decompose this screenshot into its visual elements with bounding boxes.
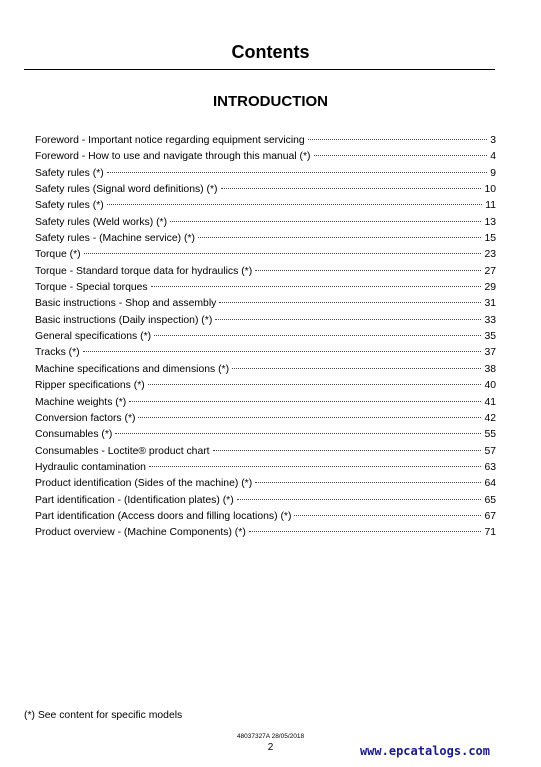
toc-entry-label: Consumables - Loctite® product chart <box>35 445 210 457</box>
toc-entry[interactable] <box>35 525 496 541</box>
toc-entry[interactable] <box>35 460 496 476</box>
toc-entry-page: 65 <box>484 494 496 506</box>
toc-entry[interactable] <box>35 280 496 296</box>
toc-entry-label: Foreword - Important notice regarding equipment servicing <box>35 135 305 146</box>
toc-entry-page: 63 <box>484 461 496 473</box>
toc-leader-dots <box>213 450 482 451</box>
toc-entry-page: 13 <box>484 216 496 228</box>
toc-entry[interactable] <box>35 345 496 361</box>
toc-leader-dots <box>308 139 488 140</box>
toc-entry[interactable] <box>35 166 496 182</box>
toc-entry-label: Safety rules (Weld works) (*) <box>35 216 168 228</box>
toc-entry-page: 4 <box>490 151 496 163</box>
toc-entry-label: Product overview - (Machine Components) (*) <box>35 527 246 539</box>
toc-entry-page: 67 <box>484 510 496 522</box>
toc-entry[interactable] <box>35 215 496 231</box>
toc-entry[interactable] <box>35 264 496 280</box>
toc-entry[interactable] <box>35 149 496 165</box>
toc-entry[interactable] <box>35 427 496 443</box>
toc-entry-label: Part identification - (Identification plates) (*) <box>35 494 234 506</box>
toc-entry-page: 55 <box>484 429 496 441</box>
toc-entry-page: 38 <box>484 363 496 375</box>
toc-leader-dots <box>170 221 481 222</box>
toc-leader-dots <box>84 253 482 254</box>
toc-entry-page: 40 <box>484 380 496 392</box>
toc-entry[interactable] <box>35 444 496 460</box>
toc-entry-label: Safety rules (*) <box>35 167 104 179</box>
toc-leader-dots <box>149 466 482 467</box>
toc-entry-label: Tracks (*) <box>35 347 80 359</box>
toc-leader-dots <box>255 270 481 271</box>
toc-entry-label: Machine weights (*) <box>35 396 127 408</box>
page-number: 2 <box>267 742 274 753</box>
toc-leader-dots <box>237 499 482 500</box>
toc-leader-dots <box>107 172 488 173</box>
toc-entry[interactable] <box>35 247 496 263</box>
toc-entry-page: 35 <box>484 331 496 343</box>
toc-entry[interactable] <box>35 362 496 378</box>
toc-entry[interactable] <box>35 296 496 312</box>
toc-entry-label: Basic instructions (Daily inspection) (*) <box>35 314 213 326</box>
toc-entry-page: 29 <box>484 282 496 294</box>
title-rule <box>24 69 495 70</box>
toc-leader-dots <box>314 155 488 156</box>
toc-leader-dots <box>151 286 482 287</box>
toc-entry-page: 71 <box>484 527 496 539</box>
toc-entry-page: 57 <box>484 445 496 457</box>
toc-entry-page: 15 <box>484 233 496 245</box>
toc-leader-dots <box>219 302 481 303</box>
toc-leader-dots <box>232 368 481 369</box>
page-title: Contents <box>231 42 310 62</box>
toc-entry-label: Basic instructions - Shop and assembly <box>35 298 217 310</box>
toc-leader-dots <box>83 351 482 352</box>
toc-entry-page: 3 <box>490 135 496 146</box>
footnote: (*) See content for specific models <box>24 710 183 721</box>
toc-entry-label: Ripper specifications (*) <box>35 380 145 392</box>
toc-entry[interactable] <box>35 476 496 492</box>
toc-entry-page: 11 <box>485 200 496 212</box>
toc-leader-dots <box>221 188 482 189</box>
toc-list <box>35 133 496 542</box>
document-code: 48037327A 28/05/2018 <box>236 733 305 740</box>
toc-entry-label: Part identification (Access doors and filling locations) (*) <box>35 510 292 522</box>
toc-entry-label: Product identification (Sides of the machine) (*) <box>35 478 253 490</box>
toc-entry-label: Consumables (*) <box>35 429 113 441</box>
toc-entry-label: Safety rules (*) <box>35 200 104 212</box>
toc-entry-label: Conversion factors (*) <box>35 412 136 424</box>
toc-entry[interactable] <box>35 133 496 149</box>
toc-entry-page: 41 <box>484 396 496 408</box>
toc-entry-label: Machine specifications and dimensions (*) <box>35 363 230 375</box>
toc-entry-label: Torque (*) <box>35 249 81 261</box>
toc-entry[interactable] <box>35 509 496 525</box>
watermark-link[interactable]: www.epcatalogs.com <box>359 744 490 758</box>
toc-entry-label: General specifications (*) <box>35 331 152 343</box>
toc-entry[interactable] <box>35 493 496 509</box>
toc-leader-dots <box>129 401 481 402</box>
toc-leader-dots <box>198 237 481 238</box>
toc-entry-label: Torque - Special torques <box>35 282 148 294</box>
toc-entry[interactable] <box>35 231 496 247</box>
toc-leader-dots <box>148 384 482 385</box>
toc-leader-dots <box>249 531 482 532</box>
toc-entry-page: 27 <box>484 265 496 277</box>
toc-leader-dots <box>255 482 481 483</box>
toc-entry[interactable] <box>35 313 496 329</box>
toc-entry[interactable] <box>35 378 496 394</box>
toc-leader-dots <box>138 417 481 418</box>
toc-entry-page: 10 <box>484 184 496 196</box>
section-title: INTRODUCTION <box>213 93 328 110</box>
toc-entry-page: 37 <box>484 347 496 359</box>
toc-entry[interactable] <box>35 182 496 198</box>
toc-entry-page: 31 <box>484 298 496 310</box>
toc-entry-page: 33 <box>484 314 496 326</box>
toc-entry-label: Foreword - How to use and navigate through this manual (*) <box>35 151 311 163</box>
toc-entry-page: 9 <box>490 167 496 179</box>
toc-leader-dots <box>294 515 481 516</box>
toc-entry-page: 42 <box>484 412 496 424</box>
toc-entry[interactable] <box>35 395 496 411</box>
toc-entry-label: Torque - Standard torque data for hydraulics (*) <box>35 265 253 277</box>
toc-entry-label: Safety rules - (Machine service) (*) <box>35 233 195 245</box>
toc-leader-dots <box>115 433 481 434</box>
toc-leader-dots <box>154 335 481 336</box>
toc-entry[interactable] <box>35 198 496 214</box>
toc-entry-label: Safety rules (Signal word definitions) (*) <box>35 184 218 196</box>
toc-leader-dots <box>215 319 481 320</box>
toc-entry-label: Hydraulic contamination <box>35 461 146 473</box>
toc-entry-page: 23 <box>484 249 496 261</box>
toc-entry-page: 64 <box>484 478 496 490</box>
toc-leader-dots <box>107 204 482 205</box>
toc-entry[interactable] <box>35 329 496 345</box>
toc-entry[interactable] <box>35 411 496 427</box>
